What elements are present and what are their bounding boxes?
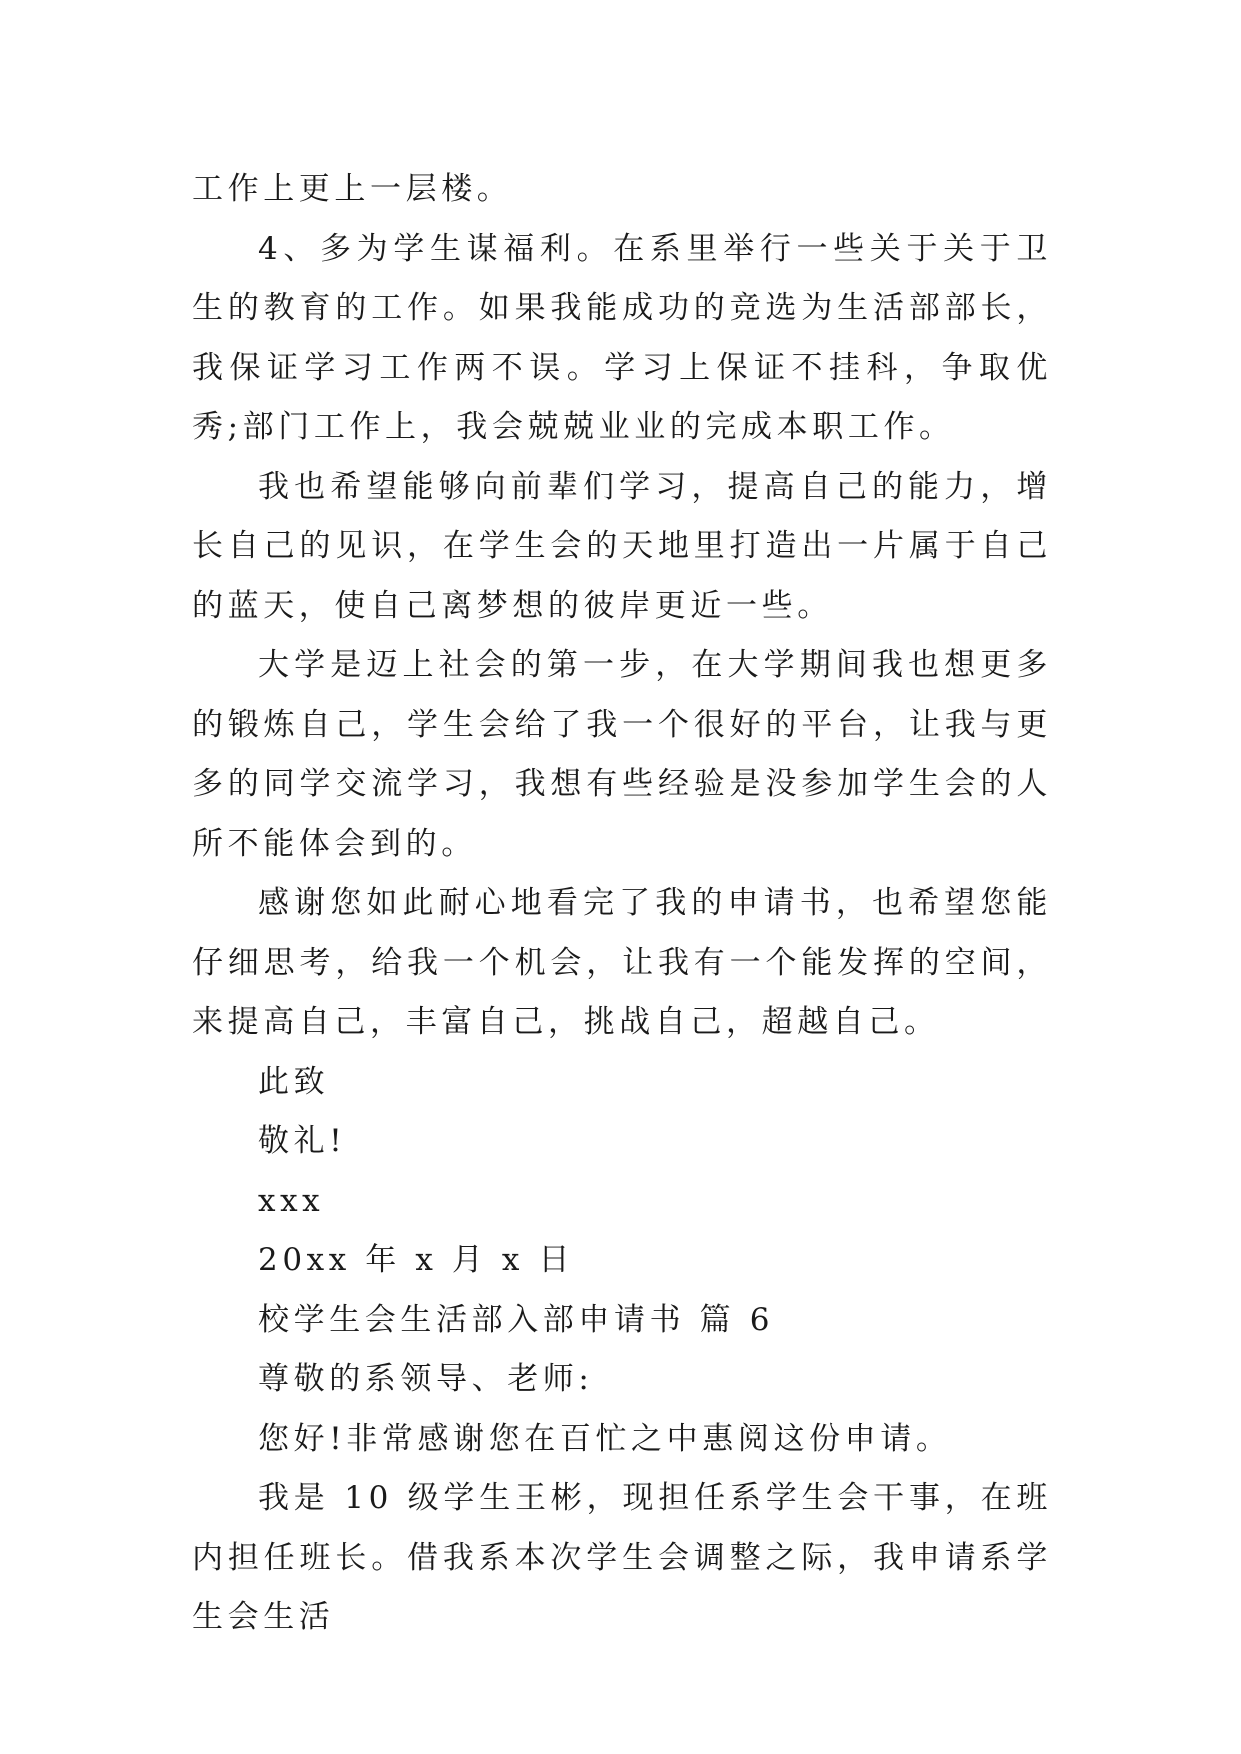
paragraph-thanks: 感谢您如此耐心地看完了我的申请书，也希望您能仔细思考，给我一个机会，让我有一个能发挥的空间，来提高自己，丰富自己，挑战自己，超越自己。 [192,885,1052,1040]
closing-date: 20xx 年 x 月 x 日 [258,1242,575,1278]
document-body [192,160,1052,1648]
paragraph-continued: 工作上更上一层楼。 [192,171,513,207]
closing-salutation: 此致 [258,1063,330,1100]
paragraph-university: 大学是迈上社会的第一步，在大学期间我也想更多的锻炼自己，学生会给了我一个很好的平台，让我与更多的同学交流学习，我想有些经验是没参加学生会的人所不能体会到的。 [192,647,1052,862]
letter-opening: 您好!非常感谢您在百忙之中惠阅这份申请。 [258,1420,952,1457]
paragraph-intro: 我是 10 级学生王彬，现担任系学生会干事，在班内担任班长。借我系本次学生会调整之际，我申请系学生会生活 [192,1480,1052,1635]
letter-greeting: 尊敬的系领导、老师: [258,1361,594,1397]
paragraph-item-4: 4、多为学生谋福利。在系里举行一些关于关于卫生的教育的工作。如果我能成功的竞选为生活部部长，我保证学习工作两不误。学习上保证不挂科，争取优秀;部门工作上，我会兢兢业业的完成本职工作。 [192,230,1052,445]
closing-regards: 敬礼! [258,1123,347,1159]
section-heading: 校学生会生活部入部申请书 篇 6 [258,1301,775,1338]
closing-signature: xxx [258,1182,325,1219]
paragraph-learn: 我也希望能够向前辈们学习，提高自己的能力，增长自己的见识，在学生会的天地里打造出一片属于自己的蓝天，使自己离梦想的彼岸更近一些。 [192,468,1052,624]
